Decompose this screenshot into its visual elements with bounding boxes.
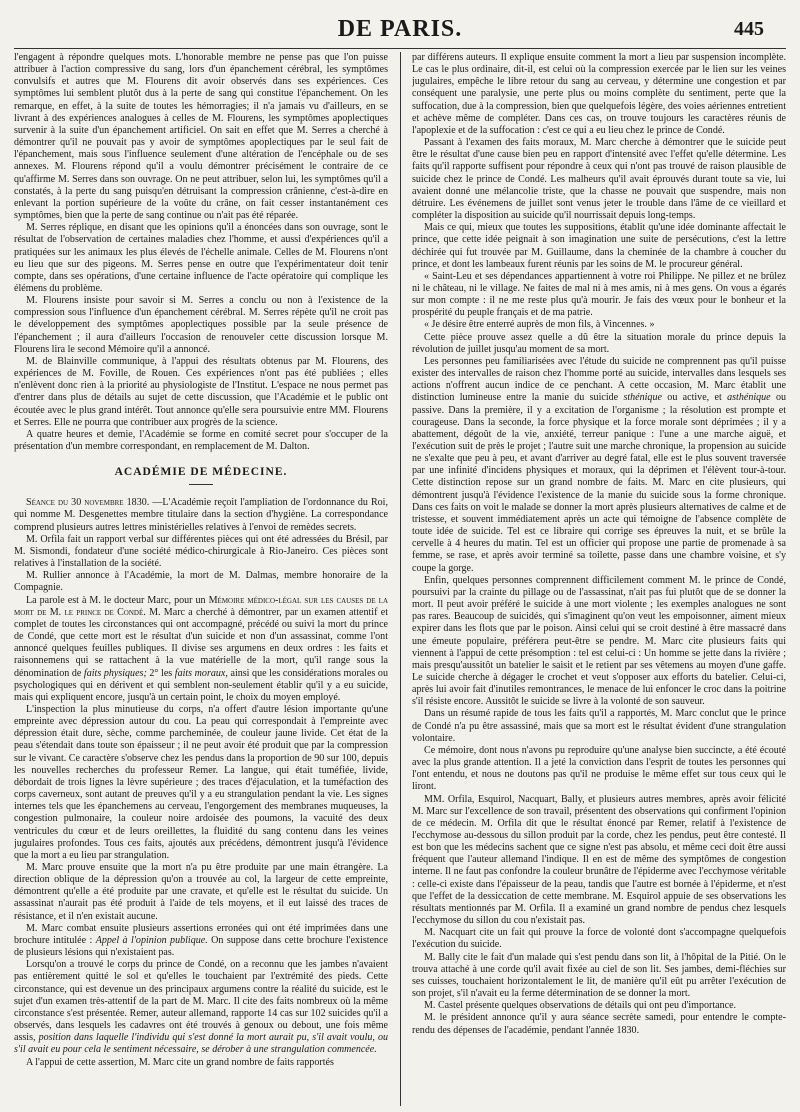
header-rule	[14, 48, 786, 49]
page-header	[14, 4, 786, 48]
section-separator	[189, 484, 213, 485]
section-title-text: ACADÉMIE DE MÉDECINE.	[114, 466, 288, 479]
paragraph: M. Marc prouve ensuite que la mort n'a pu être produite par une main étrangère. La direction oblique de la dépression qu'on a trouvée au col, la largeur de cette empreinte, démontrent qu'elle a été produite par une cravate, et qu'elle est le résultat du suicide. Un assassinat n'aurait pas été produit à l'aide de tels moyens, et il eut laissé des traces de résistance, et il n'en existait aucune.	[14, 862, 388, 922]
paragraph: l'engagent à répondre quelques mots. L'honorable membre ne pense pas que l'on puisse attribuer à l'action compressive du sang, lors d'un épanchement cérébral, les symptômes convulsifs et autres que M. Flourens dit avoir observés dans ses expériences. Ces symptômes lui semblent plutôt dus à la perte de sang qui constitue l'épanchement. On les remarque, en effet, à la suite de toutes les hémorragies; il n'a jamais vu d'ailleurs, en se livrant à des expériences analogues à celles de M. Flourens, les symptômes apoplectiques survenir à la suite d'un épanchement artificiel. On sait en effet que M. Serres a cherché à démontrer qu'il ne pouvait pas y avoir de symptômes apoplectiques par le seul fait de l'épanchement, mais sous l'influence seulement d'une altération de l'encéphale ou de ses annexes. M. Flourens répond qu'il a voulu démontrer précisément le contraire de ce qu'affirme M. Serres dans son ouvrage. On ne peut attribuer, selon lui, les symptômes qu'il a constatés, à la perte du sang puisqu'en détruisant la compression crânienne, c'est-à-dire en enlevant la portion supérieure de la voûte du crâne, on fait cesser instantanément ces symptômes, bien que la perte de sang continue ou n'ait pas été réparée.	[14, 52, 388, 222]
memoire-text: ainsi que les considérations morales ou psychologiques qui en dérivent et qui semblent non-seulement établir qu'il y a eu suicide, mais qui expliquent encore, jusqu'à un certain point, le choix du moyen employé.	[14, 667, 388, 703]
seance-label: Séance du 30 novembre 1830.	[26, 497, 150, 509]
paragraph: MM. Orfila, Esquirol, Nacquart, Bally, et plusieurs autres membres, après avoir félicité M. Marc sur l'excellence de son travail, présentent des observations qui confirment l'opinion de ce médecin. M. Orfila dit que le résultat énoncé par Remer, relatif à l'existence de l'ecchymose au-dessous du sillon produit par la corde, chez les pendus, peut être contesté. Il est bon que les médecins sachent que ce signe n'est pas absolu, et même ceci doit être aussi fréquent que l'auteur allemand l'indique. Il en est de même des symptômes de congestion interne. Il ne faut pas confondre la couleur brunâtre de l'épiderme avec l'ecchymose véritable : celle-ci existe dans l'épaisseur de la peau, tandis que l'autre est bornée à l'épiderme, et n'est que l'effet de la dessiccation de cette membrane. M. Esquirol appuie de ses observations les résultats mentionnés par M. Orfila. Il a examiné un grand nombre de pendus chez lesquels l'ecchymose du sillon du cou n'existait pas.	[412, 793, 786, 927]
opinion-text: M. Marc combat ensuite plusieurs assertions erronées qui ont été imprimées dans une brochure intitulée :	[14, 922, 388, 946]
jambes-paragraph	[14, 959, 388, 1056]
paragraph: M. de Blainville communique, à l'appui des résultats obtenus par M. Flourens, des expériences de M. Foville, de Rouen. Ces expériences n'ont pas été publiées ; elles n'enlèvent donc rien à la priorité au physiologiste de l'Institut. L'espace ne nous permet pas d'entrer dans plus de détails au sujet de cette discussion, que l'Académie et le public ont écoutée avec le plus grand intérêt. Tout annonce qu'elle sera poursuivie entre MM. Flourens et Serres. Elle ne pourra que contribuer aux progrès de la science.	[14, 355, 388, 428]
asthenique: asthénique	[727, 392, 771, 404]
faits-moraux: faits moraux,	[174, 667, 228, 679]
paragraph: A quatre heures et demie, l'Académie se forme en comité secret pour s'occuper de la présentation d'un membre correspondant, en remplacement de M. Dalton.	[14, 428, 388, 452]
paragraph: M. Bally cite le fait d'un malade qui s'est pendu dans son lit, à l'hôpital de la Pitié. On le trouva attaché à une corde qu'il avait fixée au ciel de son lit. Ses jambes, demi-fléchies sur ses cuisses, touchaient horizontalement le lit, de manière qu'il eût pu arrêter l'exécution de son projet, s'il n'avait eu la ferme détermination de se donner la mort.	[412, 951, 786, 1000]
memoire-title: Mémoire médico-légal sur les causes de la mort de M. le prince de Condé.	[14, 594, 388, 618]
suicide-text: Les personnes peu familiarisées avec l'étude du suicide ne comprennent pas qu'il puisse exister des intervalles de raison chez l'homme porté au suicide, intervalles dans lesquels ses actions n'offrent aucun indice de ce penchant. A cette occasion, M. Marc établit une distinction lumineuse entre la manie du suicide	[412, 355, 786, 404]
quote: « Saint-Leu et ses dépendances appartiennent à votre roi Philippe. Ne pillez et ne brûlez ni le château, ni le village. Ne faites de mal ni à mes amis, ni à mes gens. On vous a égarés sur mon compte : il ne me reste plus qu'à mourir. Je fais des vœux pour le bonheur et la prospérité du peuple français et de ma patrie.	[412, 270, 786, 319]
seance-text: —L'Académie reçoit l'ampliation de l'ordonnance du Roi, qui nomme M. Desgenettes membre titulaire dans la section d'hygiène. La correspondance comprend plusieurs autres lettres ministérielles relatives à l'envoi de remèdes secrets.	[14, 497, 388, 533]
column-divider	[400, 52, 401, 1106]
suicide-text: ou passive. Dans la première, il y a excitation de l'organisme ; la résolution est prompte et courageuse. Dans la seconde, la force physique et la force morale sont déprimées ; il y a abattement, dégoût de la vie, anxiété, terreur panique : l'une a une marche aiguë, et l'exécution suit de près le projet ; l'autre suit une marche chronique, la propension au suicide ne s'exalte que peu à peu, et avant d'arriver au degré fatal, elle est le plus souvent traversée par une infinité d'incidens physiques et moraux, qui la déprimen et l'élèvent tour-à-tour. Cette distinction repose sur un grand nombre de faits. M. Marc en cite plusieurs, qui démontrent jusqu'à l'évidence l'existence de la manie du suicide sous la forme chronique. Dans ces faits on voit le malade se donner la mort après plusieurs alternatives de calme et de tristesse, et souvent immédiatement après un acte qui témoigne de l'absence complète de toute idée de suicide. Tel est ce libraire qui corrige ses épreuves la nuit, et se brûle la cervelle à 4 heures du matin. Tel est un officier qui propose une partie de promenade à sa femme, se rase, et après avoir terminé sa toilette, passe dans une chambre voisine, et s'y coupe la gorge.	[412, 392, 786, 574]
paragraph: M. Nacquart cite un fait qui prouve la force de volonté dont s'accompagne quelquefois l'exécution du suicide.	[412, 927, 786, 951]
sthenique: sthénique	[623, 392, 662, 404]
quote: « Je désire être enterré auprès de mon fils, à Vincennes. »	[424, 319, 655, 331]
page-title: DE PARIS.	[337, 16, 463, 42]
seance-paragraph	[14, 497, 388, 533]
suicide-text: ou active, et	[667, 392, 722, 404]
memoire-intro: La parole est à M. le docteur Marc, pour un	[26, 594, 206, 606]
paragraph: M. le président annonce qu'il y aura séance secrète samedi, pour entendre le compte-rendu des dépenses de l'académie, pendant l'année 1830.	[412, 1012, 786, 1036]
opinion-text: On suppose dans cette brochure l'existence de plusieurs lésions qui n'existaient pas.	[14, 934, 388, 959]
left-column	[14, 52, 388, 1106]
paragraph: Mais ce qui, mieux que toutes les suppositions, établit qu'une idée dominante affectait le prince, que cette idée peignait à son imagination une suite de persécutions, c'est la lettre déchirée qui fut trouvée par M. Guillaume, dans la cheminée de la chambre à coucher du prince, et dont les lambeaux furent réunis par les soins de M. le procureur général.	[412, 222, 786, 270]
faits-physiques: faits physiques;	[83, 667, 147, 679]
page-number: 445	[734, 18, 764, 40]
right-column	[412, 52, 786, 1106]
paragraph: M. Rullier annonce à l'Académie, la mort de M. Dalmas, membre honoraire de la Compagnie.	[14, 570, 388, 594]
paragraph: M. Serres réplique, en disant que les opinions qu'il a énoncées dans son ouvrage, sont le résultat de l'observation de certaines maladies chez l'homme, et aussi d'expériences qu'il a pratiquées sur les animaux les plus élevés de l'échelle animale. Celles de M. Flourens n'ont eu lieu que sur des pigeons. M. Serres pense en outre que l'expérimentateur doit tenir compte, dans ses opérations, d'une certaine influence de l'acte opératoire qui complique les élémens du problème.	[14, 222, 388, 294]
paragraph: M. Orfila fait un rapport verbal sur différentes pièces qui ont été adressées du Brésil, par M. Sismondi, fondateur d'une société médico-chirurgicale à Rio-Janeiro. Ces pièces sont relatives à l'installation de la société.	[14, 533, 388, 570]
paragraph: Cette pièce prouve assez quelle a dû être la situation morale du prince depuis la révolution de juillet jusqu'au moment de sa mort.	[412, 331, 786, 355]
paragraph: Ce mémoire, dont nous n'avons pu reproduire qu'une analyse bien succincte, a été écouté avec la plus grande attention. Il a jeté la conviction dans l'esprit de toutes les personnes qui l'ont entendu, et nous ne doutons pas qu'il ne produise le même effet sur tous ceux qui le liront.	[412, 744, 786, 793]
paragraph: L'inspection la plus minutieuse du corps, n'a offert d'autre lésion importante qu'une empreinte avec dépression autour du cou. La peau qui correspondait à l'empreinte avec dépression était dure, sèche, comme parcheminée, de couleur jaune livide. Cet état de la peau s'étendait dans toute son épaisseur ; il ne peut avoir été produit que par la compression sur le vivant. Ce caractère s'observe chez les pendus dans la proportion de 90 sur 100, depuis les nouvelles recherches du professeur Remer. La langue, qui était tuméfiée, livide, débordait de trois lignes la lèvre supérieure ; des traces d'éjaculation, et la tuméfaction des corps caverneux, sont autant de preuves qu'il y a eu strangulation pendant la vie. Les signes internes tels que les épanchemens au cerveau, l'engorgement des membranes muqueuses, la congestion pulmonaire, la couleur noire ardoisée des poumons, la vacuité des deux ventricules du cœur et de leurs oreillettes, la fluidité du sang contenu dans les veines jugulaires profondes. Tous ces faits, ajoutés aux précédens, démontrent jusqu'à l'évidence que la mort a eu lieu par strangulation.	[14, 703, 388, 861]
section-title	[14, 466, 388, 485]
paragraph: Passant à l'examen des faits moraux, M. Marc cherche à démontrer que le suicide peut être le résultat d'une cause bien peu en rapport d'intensité avec l'effet qu'elle détermine. Les faits qu'il rapporte suffisent pour répondre à ceux qui n'ont pas trouvé de raison plausible de suicide chez le prince de Condé. Les malheurs qu'il avait éprouvés durant toute sa vie, lui avaient donné une mélancolie triste, que la chasse ne pouvait que suspendre, mais non détruire. Les événemens de juillet sont venus jeter le trouble dans l'âme de ce vieillard et compléter la disposition au suicide qu'il nourrissait depuis long-temps.	[412, 137, 786, 222]
jambes-text: Lorsqu'on a trouvé le corps du prince de Condé, on a reconnu que les jambes n'avaient pas entièrement quitté le sol et qu'elles le touchaient par l'extrémité des pieds. Cette circonstance, qui est devenue un des principaux argumens contre la réalité du suicide, est le sujet d'un examen très-attentif de la part de M. Marc. Il cite des faits nombreux où la même circonstance s'est présentée. Remer, auteur allemand, rapporte 14 cas sur 102 suicides qu'il a observés, dans lesquels les cadavres ont été trouvés à genoux ou debout, une fois même assis,	[14, 959, 388, 1044]
memoire-text: M. Marc a cherché à démontrer, par un examen attentif et complet de toutes les circonstances qui ont accompagné, précédé ou suivi la mort du prince de Condé, que cette mort est le résultat d'un suicide et non d'un assassinat, comme l'ont annoncé quelques feuilles publiques. Il divise ses argumens en deux ordres : les faits et raisonnemens qui se rattachent à la vue matérielle de la mort, qu'il range sous la dénomination de	[14, 606, 388, 679]
paragraph: M. Flourens insiste pour savoir si M. Serres a conclu ou non à l'existence de la compression sous l'influence d'un épanchement cérébral. M. Serres répète qu'il ne croit pas le développement des symptômes apoplectiques possible par la seule présence de l'épanchement ; il aura d'ailleurs l'occasion de renouveler cette discussion lorsque M. Flourens lira le second Mémoire qu'il a annoncé.	[14, 295, 388, 355]
paragraph: M. Castel présente quelques observations de détails qui ont peu d'importance.	[424, 1000, 737, 1012]
jambes-italic: position dans laquelle l'individu qui s'est donné la mort aurait pu, s'il avait voulu, ou s'il avait eu pour cela le sentiment nécessaire, se dérober à une strangulation commencée.	[14, 1032, 388, 1056]
opinion-title: Appel à l'opinion publique.	[95, 934, 208, 946]
suicide-paragraph	[412, 356, 786, 575]
memoire-paragraph	[14, 595, 388, 704]
text-columns	[14, 52, 786, 1106]
memoire-text: 2° les	[149, 667, 173, 679]
paragraph: Enfin, quelques personnes comprennent difficilement comment M. le prince de Condé, poursuivi par la crainte du pillage ou de l'assassinat, n'ait pas fui plutôt que de se donner la mort. Il peut avoir préféré le suicide à une mort violente ; les exemples analogues ne sont pas rares. Beaucoup de suicidés, qui s'imaginent qu'on veut les empoisonner, aiment mieux expirer dans les flots que par le poison. Ainsi celui qui se croit destiné à être massacré dans une émeute populaire, préférera peut-être se pendre. M. Marc cite plusieurs faits qui viennent à l'appui de cette présomption : tel est celui-ci : Un homme se jette dans la rivière ; mais presqu'aussitôt un batelier le saisit et le retient par ses vêtemens au moyen d'une gaffe. Le suicide cherche à dégager le crochet et veut s'opposer aux efforts du batelier. Celui-ci, après lui avoir fait d'inutiles remontrances, le menace de lui enfoncer le croc dans la poitrine s'il résiste encore. Aussitôt le suicide se livre à la volonté de son sauveur.	[412, 574, 786, 708]
opinion-paragraph	[14, 923, 388, 959]
paragraph: Dans un résumé rapide de tous les faits qu'il a rapportés, M. Marc conclut que le prince de Condé n'a pu être assassiné, mais que sa mort est le résultat évident d'une strangulation volontaire.	[412, 708, 786, 744]
paragraph: par différens auteurs. Il explique ensuite comment la mort a lieu par suspension incomplète. Le cas le plus ordinaire, dit-il, est celui où la compression exercée par le lien sur les veines jugulaires, empêche le libre retour du sang au cerveau, y détermine une congestion et par conséquent une paralysie, une perte plus ou moins complète du sentiment, perte que la suffocation, due à la compression, bien que quelquefois légère, des voies aériennes entretient et achève même de compléter. Dans ces cas, on trouve toujours les caractères réunis de l'apoplexie et de la suffocation : c'est ce qui a eu lieu chez le prince de Condé.	[412, 52, 786, 136]
paragraph: A l'appui de cette assertion, M. Marc cite un grand nombre de faits rapportés	[26, 1056, 334, 1068]
